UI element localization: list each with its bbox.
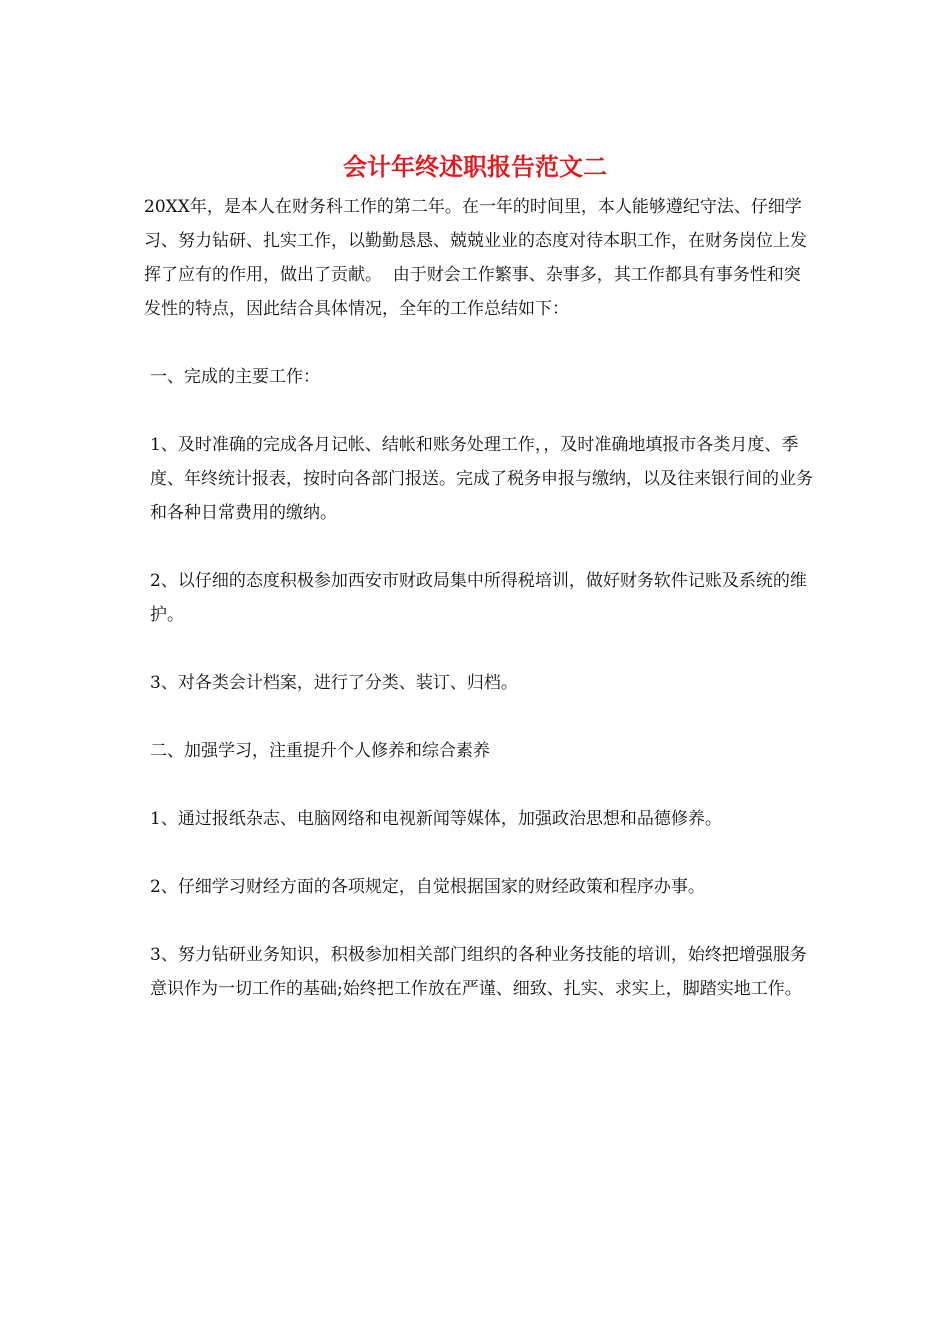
section-heading-main-work: 一、完成的主要工作： bbox=[150, 367, 320, 387]
study-item-2: 2、仔细学习财经方面的各项规定，自觉根据国家的财经政策和程序办事。 bbox=[150, 877, 705, 897]
study-item-3: 3、努力钻研业务知识，积极参加相关部门组织的各种业务技能的培训，始终把增强服务意识作为一切工作的基础;始终把工作放在严谨、细致、扎实、求实上，脚踏实地工作。 bbox=[150, 945, 807, 999]
intro-paragraph: 20XX年，是本人在财务科工作的第二年。在一年的时间里，本人能够遵纪守法、仔细学习、努力钻研、扎实工作，以勤勤恳恳、兢兢业业的态度对待本职工作，在财务岗位上发挥了应有的作用，做出了贡献。 由于财会工作繁事、杂事多，其工作都具有事务性和突发性的特点，因此结合具体情况，全年的工作总结如下： bbox=[144, 197, 807, 319]
study-item-1: 1、通过报纸杂志、电脑网络和电视新闻等媒体，加强政治思想和品德修养。 bbox=[150, 809, 722, 829]
main-work-item-2: 2、以仔细的态度积极参加西安市财政局集中所得税培训，做好财务软件记账及系统的维护。 bbox=[150, 571, 807, 625]
section-heading-study: 二、加强学习，注重提升个人修养和综合素养 bbox=[150, 741, 490, 761]
main-work-item-1: 1、及时准确的完成各月记帐、结帐和账务处理工作，，及时准确地填报市各类月度、季度、年终统计报表，按时向各部门报送。完成了税务申报与缴纳，以及往来银行间的业务和各种日常费用的缴纳。 bbox=[150, 435, 813, 523]
document-body bbox=[144, 190, 816, 1040]
main-work-item-3: 3、对各类会计档案，进行了分类、装订、归档。 bbox=[150, 673, 518, 693]
document-title: 会计年终述职报告范文二 bbox=[343, 152, 607, 181]
